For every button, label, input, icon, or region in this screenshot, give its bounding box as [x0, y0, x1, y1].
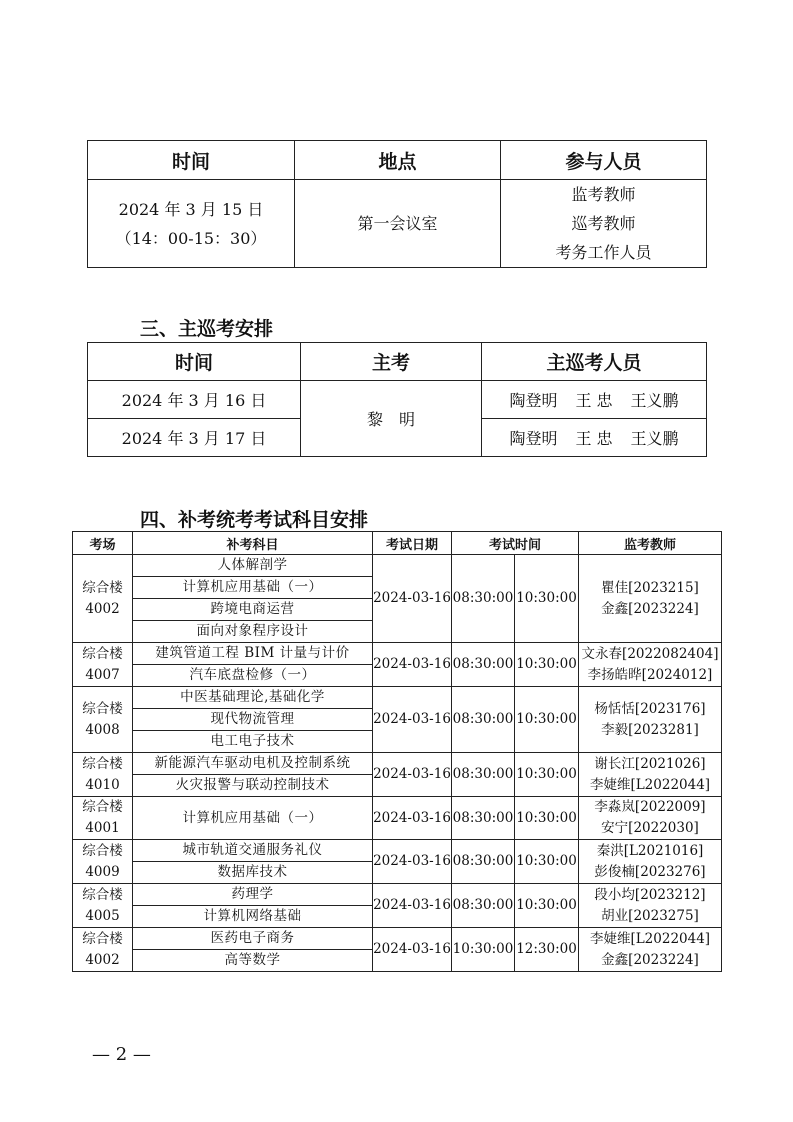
exam-date: 2024-03-16: [373, 753, 452, 797]
exam-room-line: 综合楼: [82, 579, 123, 596]
exam-subject: 计算机应用基础（一）: [133, 797, 373, 840]
invigilators: [579, 840, 722, 884]
exam-subject: 药理学: [133, 884, 373, 906]
exam-end-time: 10:30:00: [515, 687, 579, 753]
exam-room: [73, 555, 133, 643]
meeting-table-header: [88, 141, 707, 180]
header-room: 考场: [73, 532, 133, 555]
table-row: [73, 797, 722, 840]
schedule-body: [73, 555, 722, 972]
exam-date: 2024-03-16: [373, 797, 452, 840]
exam-room-line: 4005: [85, 907, 120, 924]
invigilators: [579, 884, 722, 928]
exam-room-line: 综合楼: [82, 755, 123, 772]
exam-room-line: 综合楼: [82, 842, 123, 859]
exam-start-time: 08:30:00: [452, 840, 515, 884]
exam-room-line: 4002: [85, 600, 120, 617]
exam-end-time: 10:30:00: [515, 884, 579, 928]
exam-subject: 中医基础理论,基础化学: [133, 687, 373, 709]
header-participants: 参与人员: [501, 141, 707, 180]
exam-start-time: 08:30:00: [452, 753, 515, 797]
exam-room-line: 4010: [85, 776, 120, 793]
meeting-time: [88, 180, 295, 268]
participant: 考务工作人员: [555, 243, 652, 262]
patrol-date: 2024 年 3 月 16 日: [88, 381, 301, 419]
exam-subject: 面向对象程序设计: [133, 621, 373, 643]
invigilator: 杨恬恬[2023176]: [594, 700, 706, 717]
invigilators: [579, 753, 722, 797]
exam-room-line: 4002: [85, 951, 120, 968]
exam-subject: 跨境电商运营: [133, 599, 373, 621]
exam-subject: 计算机网络基础: [133, 906, 373, 928]
exam-end-time: 10:30:00: [515, 797, 579, 840]
invigilators: [579, 928, 722, 972]
patrol-person: 王义鹏: [630, 391, 679, 410]
exam-subject: 医药电子商务: [133, 928, 373, 950]
header-subject: 补考科目: [133, 532, 373, 555]
invigilator: 段小均[2023212]: [594, 886, 706, 903]
participant: 监考教师: [571, 185, 636, 204]
meeting-participants: [501, 180, 707, 268]
exam-subject: 电工电子技术: [133, 731, 373, 753]
exam-start-time: 08:30:00: [452, 555, 515, 643]
patrol-person: 王 忠: [575, 429, 613, 448]
exam-start-time: 08:30:00: [452, 884, 515, 928]
exam-subject: 新能源汽车驱动电机及控制系统: [133, 753, 373, 775]
invigilator: 文永春[2022082404]: [581, 645, 719, 662]
exam-room-line: 综合楼: [82, 799, 123, 815]
exam-room: [73, 928, 133, 972]
exam-start-time: 08:30:00: [452, 643, 515, 687]
invigilator: 胡业[2023275]: [601, 907, 699, 924]
table-row: [73, 840, 722, 862]
patrol-date: 2024 年 3 月 17 日: [88, 419, 301, 457]
patrol-person: 王 忠: [575, 391, 613, 410]
exam-date: 2024-03-16: [373, 687, 452, 753]
invigilator: 李扬皓晔[2024012]: [587, 666, 713, 683]
exam-room-line: 4009: [85, 863, 120, 880]
exam-room: [73, 753, 133, 797]
section-3-title: 三、主巡考安排: [140, 318, 274, 340]
invigilator: 李婕维[L2022044]: [589, 930, 711, 947]
exam-subject: 建筑管道工程 BIM 计量与计价: [133, 643, 373, 665]
header-date: 考试日期: [373, 532, 452, 555]
patrol-staff: [482, 419, 707, 457]
patrol-person: 王义鹏: [630, 429, 679, 448]
patrol-row: [88, 381, 707, 419]
exam-subject: 现代物流管理: [133, 709, 373, 731]
exam-subject: 数据库技术: [133, 862, 373, 884]
exam-room-line: 综合楼: [82, 886, 123, 903]
patrol-person: 陶登明: [509, 391, 558, 410]
exam-subject: 城市轨道交通服务礼仪: [133, 840, 373, 862]
meeting-place: 第一会议室: [295, 180, 501, 268]
exam-room: [73, 884, 133, 928]
exam-date: 2024-03-16: [373, 840, 452, 884]
exam-start-time: 08:30:00: [452, 797, 515, 840]
patrol-staff: [482, 381, 707, 419]
invigilator: 李婕维[L2022044]: [589, 776, 711, 793]
exam-date: 2024-03-16: [373, 884, 452, 928]
invigilator: 李淼岚[2022009]: [594, 799, 706, 815]
invigilator: 安宁[2022030]: [601, 820, 699, 836]
header-time: 时间: [88, 343, 301, 381]
header-place: 地点: [295, 141, 501, 180]
invigilator: 金鑫[2023224]: [601, 600, 699, 617]
invigilators: [579, 643, 722, 687]
exam-end-time: 10:30:00: [515, 840, 579, 884]
exam-subject: 计算机应用基础（一）: [133, 577, 373, 599]
section-4-title: 四、补考统考考试科目安排: [140, 509, 369, 531]
header-chief: 主考: [301, 343, 482, 381]
table-row: [73, 884, 722, 906]
invigilator: 谢长江[2021026]: [594, 755, 706, 772]
exam-room-line: 4008: [85, 721, 120, 738]
invigilator: 秦洪[L2021016]: [596, 842, 704, 859]
header-patrol-staff: 主巡考人员: [482, 343, 707, 381]
table-row: [73, 687, 722, 709]
participant: 巡考教师: [571, 214, 636, 233]
exam-room: [73, 797, 133, 840]
exam-end-time: 10:30:00: [515, 753, 579, 797]
table-row: [73, 753, 722, 775]
patrol-table-header: [88, 343, 707, 381]
exam-room-line: 综合楼: [82, 645, 123, 662]
meeting-row: [88, 180, 707, 268]
exam-start-time: 10:30:00: [452, 928, 515, 972]
schedule-header: [73, 532, 722, 555]
exam-subject: 火灾报警与联动控制技术: [133, 775, 373, 797]
table-row: [73, 928, 722, 950]
exam-date: 2024-03-16: [373, 555, 452, 643]
invigilator: 彭俊楠[2023276]: [594, 863, 706, 880]
invigilators: [579, 555, 722, 643]
exam-date: 2024-03-16: [373, 928, 452, 972]
exam-room: [73, 643, 133, 687]
meeting-hours: （14：00-15：30）: [115, 228, 267, 248]
chief-examiner: 黎 明: [301, 381, 482, 457]
invigilators: [579, 687, 722, 753]
exam-room-line: 综合楼: [82, 930, 123, 947]
invigilator: 金鑫[2023224]: [601, 951, 699, 968]
patrol-table: [87, 342, 707, 457]
page-number: — 2 —: [92, 1044, 151, 1065]
meeting-date: 2024 年 3 月 15 日: [118, 199, 264, 219]
invigilators: [579, 797, 722, 840]
exam-end-time: 10:30:00: [515, 643, 579, 687]
table-row: [73, 555, 722, 577]
exam-room: [73, 687, 133, 753]
exam-end-time: 12:30:00: [515, 928, 579, 972]
header-invigilators: 监考教师: [579, 532, 722, 555]
exam-room-line: 4007: [85, 666, 120, 683]
exam-date: 2024-03-16: [373, 643, 452, 687]
patrol-person: 陶登明: [509, 429, 558, 448]
exam-subject: 汽车底盘检修（一）: [133, 665, 373, 687]
exam-schedule-table: [72, 531, 722, 972]
exam-room: [73, 840, 133, 884]
exam-room-line: 综合楼: [82, 700, 123, 717]
header-time: 考试时间: [452, 532, 579, 555]
meeting-table: [87, 140, 707, 268]
header-time: 时间: [88, 141, 295, 180]
exam-subject: 高等数学: [133, 950, 373, 972]
table-row: [73, 643, 722, 665]
exam-subject: 人体解剖学: [133, 555, 373, 577]
exam-end-time: 10:30:00: [515, 555, 579, 643]
exam-room-line: 4001: [85, 820, 120, 836]
invigilator: 瞿佳[2023215]: [601, 579, 699, 596]
exam-start-time: 08:30:00: [452, 687, 515, 753]
invigilator: 李毅[2023281]: [601, 721, 699, 738]
